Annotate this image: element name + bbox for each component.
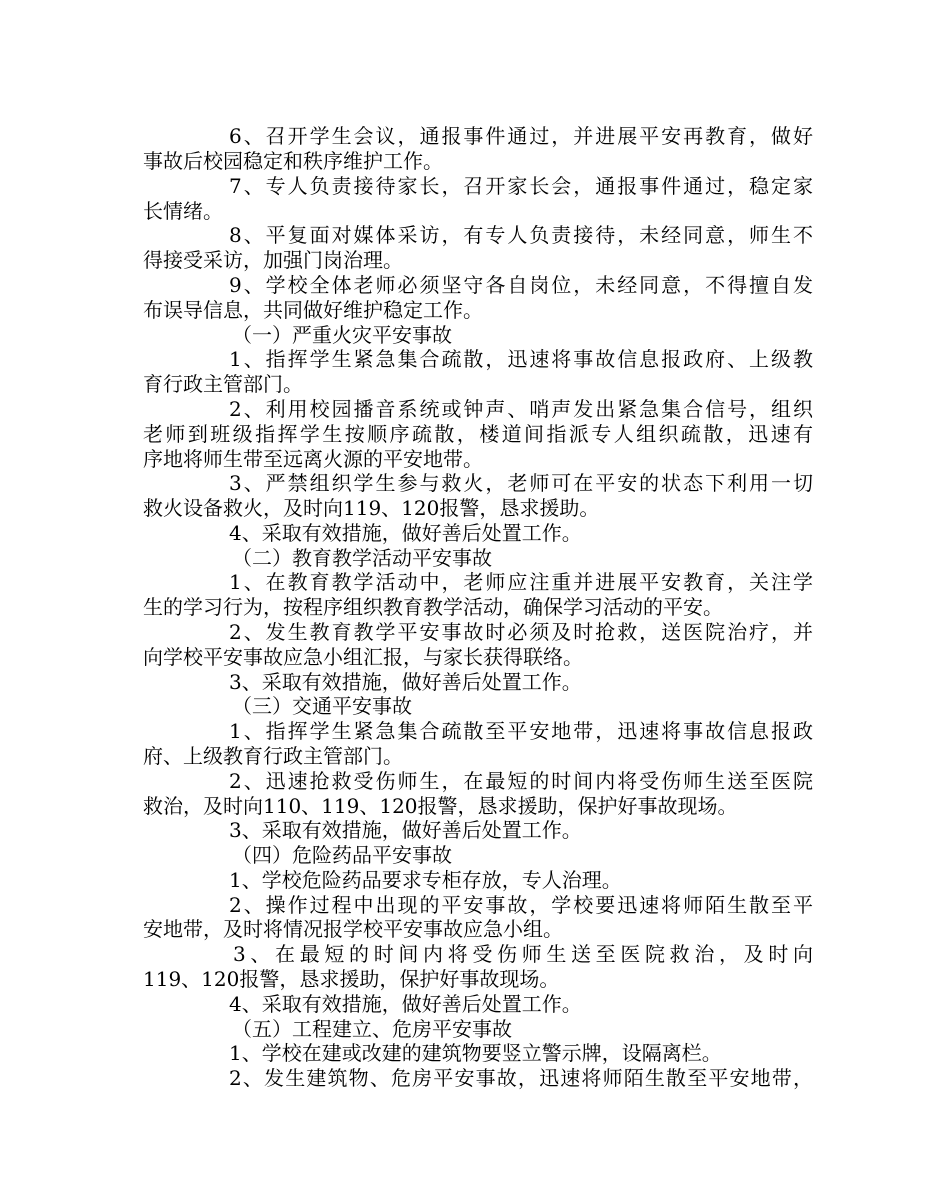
paragraph-line: 4、采取有效措施，做好善后处置工作。 [229, 992, 582, 1016]
paragraph-line: 6、召开学生会议，通报事件通过，并进展平安再教育，做好 [229, 124, 813, 148]
paragraph-line: 1、学校在建或改建的建筑物要竖立警示牌，设隔离栏。 [229, 1041, 722, 1065]
paragraph-line: 安地带，及时将情况报学校平安事故应急小组。 [143, 917, 563, 941]
section-heading: （一）严重火灾平安事故 [232, 323, 452, 347]
paragraph-line: 长情绪。 [143, 199, 223, 223]
paragraph-line: 向学校平安事故应急小组汇报，与家长获得联络。 [143, 645, 583, 669]
paragraph-line: 7、专人负责接待家长，召开家长会，通报事件通过，稳定家 [229, 174, 813, 198]
paragraph-line: 事故后校园稳定和秩序维护工作。 [143, 149, 443, 173]
paragraph-line: 1、在教育教学活动中，老师应注重并进展平安教育，关注学 [229, 570, 813, 594]
paragraph-line: 3、在最短的时间内将受伤师生送至医院救治，及时向 [233, 942, 813, 966]
paragraph-line: 1、指挥学生紧急集合疏散，迅速将事故信息报政府、上级教 [229, 347, 813, 371]
paragraph-line: 序地将师生带至远离火源的平安地带。 [143, 447, 483, 471]
paragraph-line: 3、采取有效措施，做好善后处置工作。 [229, 818, 582, 842]
section-heading: （五）工程建立、危房平安事故 [232, 1017, 512, 1041]
paragraph-line: 8、平复面对媒体采访，有专人负责接待，未经同意，师生不 [229, 223, 813, 247]
paragraph-line: 2、发生教育教学平安事故时必须及时抢救，送医院治疗，并 [229, 620, 813, 644]
paragraph-line: 2、迅速抢救受伤师生，在最短的时间内将受伤师生送至医院 [229, 769, 813, 793]
paragraph-line: 救火设备救火，及时向119、120报警，恳求援助。 [143, 496, 600, 520]
paragraph-line: 布误导信息，共同做好维护稳定工作。 [143, 298, 483, 322]
paragraph-line: 育行政主管部门。 [143, 372, 303, 396]
paragraph-line: 救治，及时向110、119、120报警，恳求援助，保护好事故现场。 [143, 794, 738, 818]
paragraph-line: 2、利用校园播音系统或钟声、哨声发出紧急集合信号，组织 [229, 397, 813, 421]
paragraph-line: 2、操作过程中出现的平安事故，学校要迅速将师陌生散至平 [229, 893, 813, 917]
paragraph-line: 1、指挥学生紧急集合疏散至平安地带，迅速将事故信息报政 [229, 719, 813, 743]
paragraph-line: 119、120报警，恳求援助，保护好事故现场。 [143, 967, 560, 991]
paragraph-line: 4、采取有效措施，做好善后处置工作。 [229, 521, 582, 545]
paragraph-line: 2、发生建筑物、危房平安事故，迅速将师陌生散至平安地带， [229, 1066, 813, 1090]
paragraph-line: 3、严禁组织学生参与救火，老师可在平安的状态下利用一切 [229, 471, 813, 495]
paragraph-line: 生的学习行为，按程序组织教育教学活动，确保学习活动的平安。 [143, 595, 723, 619]
paragraph-line: 府、上级教育行政主管部门。 [143, 744, 403, 768]
section-heading: （四）危险药品平安事故 [232, 843, 452, 867]
section-heading: （三）交通平安事故 [232, 694, 412, 718]
paragraph-line: 9、学校全体老师必须坚守各自岗位，未经同意，不得擅自发 [229, 273, 813, 297]
paragraph-line: 3、采取有效措施，做好善后处置工作。 [229, 670, 582, 694]
paragraph-line: 老师到班级指挥学生按顺序疏散，楼道间指派专人组织疏散，迅速有 [143, 422, 813, 446]
paragraph-line: 得接受采访，加强门岗治理。 [143, 248, 403, 272]
section-heading: （二）教育教学活动平安事故 [232, 546, 492, 570]
paragraph-line: 1、学校危险药品要求专柜存放，专人治理。 [229, 868, 622, 892]
